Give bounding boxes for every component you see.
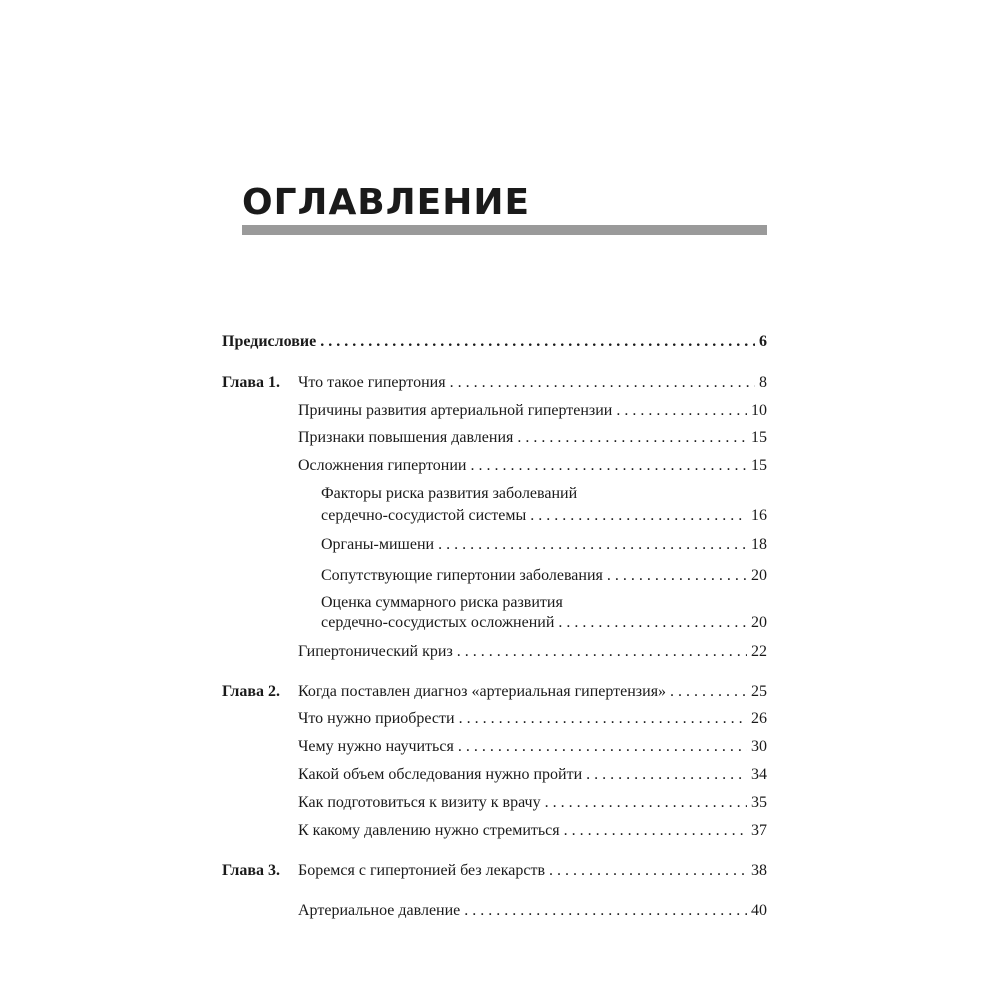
dot-leader xyxy=(558,610,747,636)
toc-page-number: 16 xyxy=(751,507,767,524)
toc-entry-title: Когда поставлен диагноз «артериальная гипертензия» xyxy=(298,683,667,700)
toc-entry-title: Какой объем обследования нужно пройти xyxy=(298,766,583,783)
dot-leader xyxy=(438,532,747,558)
toc-page-number: 34 xyxy=(751,766,767,783)
toc-subentry[interactable] xyxy=(321,610,767,636)
dot-leader xyxy=(530,503,747,529)
toc-page-number: 37 xyxy=(751,822,767,839)
dot-leader xyxy=(458,734,747,760)
toc-entry[interactable] xyxy=(298,762,767,788)
toc-subentry[interactable] xyxy=(321,532,767,558)
toc-entry[interactable] xyxy=(298,639,767,665)
toc-entry[interactable] xyxy=(298,898,767,924)
toc-page-number: 8 xyxy=(759,374,767,391)
toc-entry-title: Причины развития артериальной гипертензии xyxy=(298,402,613,419)
toc-entry-title: К какому давлению нужно стремиться xyxy=(298,822,560,839)
dot-leader xyxy=(586,762,747,788)
toc-page-number: 15 xyxy=(751,429,767,446)
toc-page-number: 6 xyxy=(759,333,767,350)
toc-entry-title: сердечно-сосудистой системы xyxy=(321,507,527,524)
dot-leader xyxy=(545,790,747,816)
toc-page-number: 10 xyxy=(751,402,767,419)
toc-entry-title: Артериальное давление xyxy=(298,902,461,919)
toc-subentry[interactable] xyxy=(321,503,767,529)
chapter-label: Глава 2. xyxy=(222,683,280,700)
dot-leader xyxy=(670,679,747,705)
toc-entry-preface[interactable] xyxy=(222,329,767,355)
toc-page-number: 30 xyxy=(751,738,767,755)
toc-entry[interactable] xyxy=(298,734,767,760)
chapter-label: Глава 3. xyxy=(222,862,280,879)
toc-entry[interactable] xyxy=(298,398,767,424)
dot-leader xyxy=(616,398,747,424)
toc-page-number: 40 xyxy=(751,902,767,919)
dot-leader xyxy=(320,329,755,355)
toc-page-number: 25 xyxy=(751,683,767,700)
toc-page-number: 20 xyxy=(751,567,767,584)
toc-entry-title: Сопутствующие гипертонии заболевания xyxy=(321,567,603,584)
toc-entry-title: Осложнения гипертонии xyxy=(298,457,467,474)
toc-page-number: 15 xyxy=(751,457,767,474)
dot-leader xyxy=(450,370,755,396)
page-title: ОГЛАВЛЕНИЕ xyxy=(242,182,531,223)
toc-entry-title: сердечно-сосудистых осложнений xyxy=(321,614,555,631)
toc-entry-title: Органы-мишени xyxy=(321,536,435,553)
chapter-label: Глава 1. xyxy=(222,374,280,391)
dot-leader xyxy=(471,453,748,479)
toc-entry-title: Как подготовиться к визиту к врачу xyxy=(298,794,541,811)
toc-page-number: 18 xyxy=(751,536,767,553)
toc-entry-title: Что нужно приобрести xyxy=(298,710,455,727)
dot-leader xyxy=(517,425,747,451)
toc-entry-title: Боремся с гипертонией без лекарств xyxy=(298,862,546,879)
dot-leader xyxy=(464,898,747,924)
toc-subentry[interactable] xyxy=(321,563,767,589)
toc-entry[interactable] xyxy=(298,425,767,451)
toc-page-number: 22 xyxy=(751,643,767,660)
toc-page-number: 35 xyxy=(751,794,767,811)
toc-subentry-line: Факторы риска развития заболеваний xyxy=(321,485,578,502)
dot-leader xyxy=(457,639,747,665)
dot-leader xyxy=(459,706,747,732)
toc-entry-chapter-3[interactable] xyxy=(298,858,767,884)
toc-entry[interactable] xyxy=(298,790,767,816)
dot-leader xyxy=(564,818,747,844)
toc-entry[interactable] xyxy=(298,706,767,732)
toc-entry[interactable] xyxy=(298,453,767,479)
toc-page-number: 20 xyxy=(751,614,767,631)
dot-leader xyxy=(607,563,747,589)
toc-entry-title: Что такое гипертония xyxy=(298,374,446,391)
toc-entry[interactable] xyxy=(298,818,767,844)
toc-entry-title: Чему нужно научиться xyxy=(298,738,454,755)
toc-subentry-line: Оценка суммарного риска развития xyxy=(321,594,563,611)
toc-page-number: 26 xyxy=(751,710,767,727)
toc-entry-title: Признаки повышения давления xyxy=(298,429,514,446)
toc-entry-chapter-1[interactable] xyxy=(298,370,767,396)
dot-leader xyxy=(549,858,747,884)
toc-entry-chapter-2[interactable] xyxy=(298,679,767,705)
toc-entry-title: Гипертонический криз xyxy=(298,643,453,660)
toc-entry-title: Предисловие xyxy=(222,333,317,350)
toc-page-number: 38 xyxy=(751,862,767,879)
